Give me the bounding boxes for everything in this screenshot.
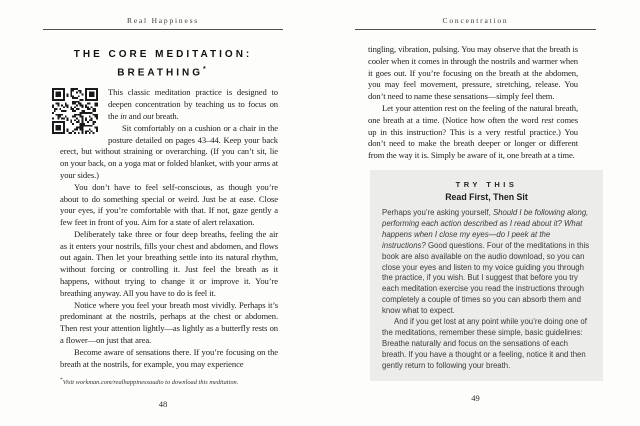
- chapter-title-line2: BREATHING*: [117, 66, 209, 79]
- paragraph: tingling, vibration, pulsing. You may observe that the breath is cooler when it comes in through the nostrils and warmer when it goes out. If you’re focusing on the breath at the abdomen, you may feel movement, pressure, stretching, release. You don’t need to name these sensations—simply feel them.: [368, 44, 578, 102]
- paragraph: This classic meditation practice is designed to deepen concentration by teaching us to focus on the in and out breath.: [108, 87, 278, 121]
- paragraph: Notice where you feel your breath most vividly. Perhaps it’s predominant at the nostrils, perhaps at the chest or abdomen. Then rest your attention lightly—as lightly as a butterfly rests on a flower—on just that area.: [60, 299, 278, 346]
- left-page-number: 48: [158, 398, 168, 409]
- right-page: [355, 16, 596, 403]
- chapter-title: [43, 47, 283, 80]
- try-this-body: [382, 208, 591, 372]
- left-running-head: Real Happiness: [126, 16, 200, 25]
- chapter-title-line1: THE CORE MEDITATION:: [73, 49, 253, 60]
- paragraph: Sit comfortably on a cushion or a chair in the posture detailed on pages 43–44. Keep your back erect, but without straining or overarching. (If you can’t sit, lie on your back, on a yoga mat or folded blanket, with your arms at your sides.): [60, 122, 278, 180]
- paragraph: And if you get lost at any point while you’re doing one of the meditations, remember these simple, basic guidelines: Breathe naturally and focus on the sensations of each breath. If you have a thought or a feeling, notice it and then gently return to following your breath.: [382, 317, 587, 370]
- footnote: *Visit workman.com/realhappinessaudio to download this meditation.: [60, 377, 239, 387]
- paragraph: Perhaps you’re asking yourself, Should I be following along, performing each action described as I read about it? What happens when I close my eyes—do I peek at the instructions? Good questions. Four of the meditations in this book are also available on the audio download, so you can close your eyes and listen to my voice guiding you through the practice, if you wish. But I suggest that before you try each meditation exercise you read the instructions through completely a couple of times so you can absorb them and know what to expect.: [382, 207, 590, 316]
- right-page-number: 49: [471, 392, 480, 403]
- try-this-title: Read First, Then Sit: [445, 191, 528, 202]
- paragraph: Become aware of sensations there. If you’re focusing on the breath at the nostrils, for example, you may experience: [60, 346, 278, 369]
- left-head-rule-divider: [43, 29, 283, 30]
- paragraph: You don’t have to feel self-conscious, as though you’re about to do something special or weird. Just be at ease. Close your eyes, if you’re comfortable with that. If not, gaze gently a few feet in front of you. Aim for a state of alert relaxation.: [60, 181, 278, 228]
- try-this-box: [370, 170, 603, 381]
- qr-code-icon: [52, 88, 98, 134]
- left-page: [43, 16, 283, 409]
- paragraph: Let your attention rest on the feeling of the natural breath, one breath at a time. (Notice how often the word rest comes up in this instruction? This is a very restful practice.) You don’t need to make the breath deeper or longer or different from the way it is. Simply be aware of it, one breath at a time.: [368, 102, 578, 161]
- paragraph: Deliberately take three or four deep breaths, feeling the air as it enters your nostrils, fills your chest and abdomen, and flows out again. Then let your breathing settle into its natural rhythm, without forcing or controlling it. Just feel the breath as it happens, without trying to change it or improve it. You’re breathing anyway. All you have to do is feel it.: [60, 228, 278, 298]
- right-running-head: Concentration: [442, 16, 509, 25]
- right-body-text: [355, 44, 596, 162]
- try-this-label: TRY THIS: [455, 179, 518, 189]
- right-head-rule-divider: [355, 29, 596, 30]
- left-body-text: [43, 87, 283, 370]
